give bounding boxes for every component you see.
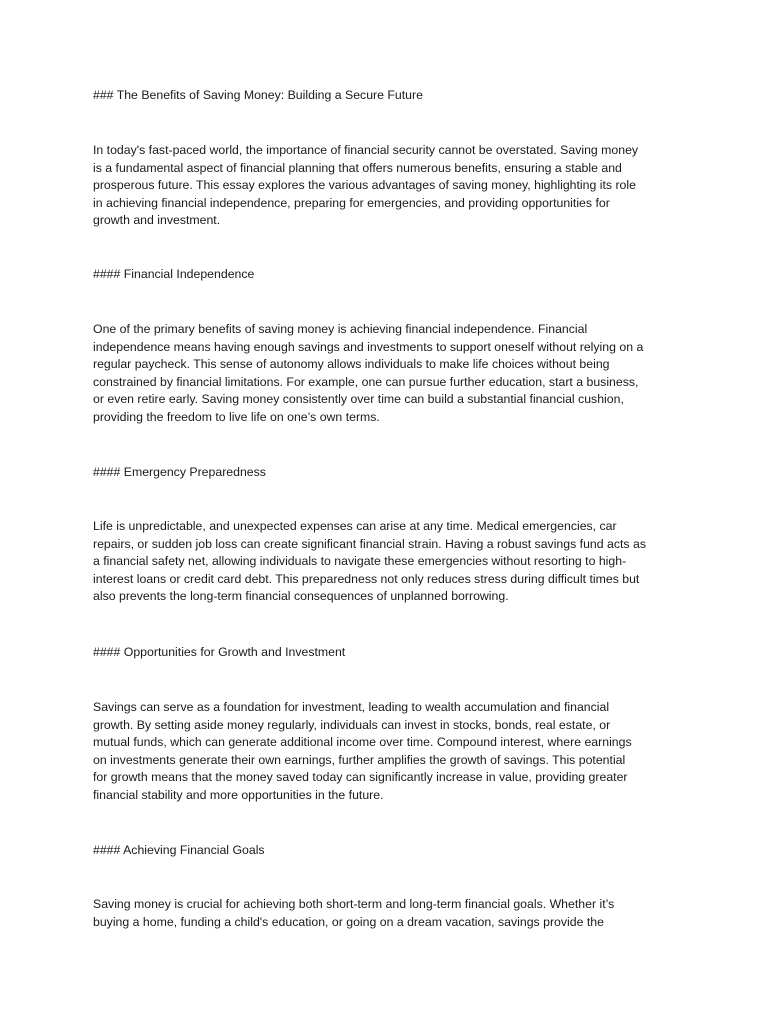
text-line: prosperous future. This essay explores the various advantages of saving money, highlighting its role bbox=[93, 178, 636, 193]
text-line: One of the primary benefits of saving money is achieving financial independence. Financial bbox=[93, 322, 588, 336]
growth-investment-paragraph bbox=[93, 699, 681, 805]
text-line: interest loans or credit card debt. This preparedness not only reduces stress during difficult times but bbox=[93, 571, 640, 586]
section-heading-financial-independence: #### Financial Independence bbox=[93, 267, 255, 281]
text-line: constrained by financial limitations. For example, one can pursue further education, start a business, bbox=[93, 374, 639, 389]
text-line: Life is unpredictable, and unexpected expenses can arise at any time. Medical emergencies, car bbox=[93, 519, 617, 533]
text-line: in achieving financial independence, preparing for emergencies, and providing opportunities for bbox=[93, 195, 610, 210]
text-line: or even retire early. Saving money consistently over time can build a substantial financial cushion, bbox=[93, 392, 624, 407]
text-line: is a fundamental aspect of financial planning that offers numerous benefits, ensuring a stable and bbox=[93, 160, 622, 175]
text-line: on investments generate their own earnings, further amplifies the growth of savings. This potential bbox=[93, 752, 626, 767]
text-line: independence means having enough savings and investments to support oneself without relying on a bbox=[93, 339, 644, 354]
text-line: mutual funds, which can generate additional income over time. Compound interest, where earnings bbox=[93, 735, 632, 750]
text-line: growth. By setting aside money regularly, individuals can invest in stocks, bonds, real estate, or bbox=[93, 717, 611, 732]
text-line: financial stability and more opportunities in the future. bbox=[93, 787, 384, 802]
section-heading-emergency-preparedness: #### Emergency Preparedness bbox=[93, 465, 266, 479]
text-line: for growth means that the money saved today can significantly increase in value, providing greater bbox=[93, 770, 628, 785]
text-line: regular paycheck. This sense of autonomy allows individuals to make life choices without being bbox=[93, 357, 610, 372]
text-line: also prevents the long-term financial consequences of unplanned borrowing. bbox=[93, 589, 509, 604]
text-line: In today's fast-paced world, the importance of financial security cannot be overstated. Saving money bbox=[93, 143, 639, 157]
section-heading-financial-goals: #### Achieving Financial Goals bbox=[93, 843, 265, 857]
text-line: a financial safety net, allowing individuals to navigate these emergencies without resorting to high- bbox=[93, 554, 627, 569]
section-heading-growth-investment: #### Opportunities for Growth and Investment bbox=[93, 645, 346, 659]
financial-independence-paragraph bbox=[93, 321, 681, 427]
text-line: providing the freedom to live life on one’s own terms. bbox=[93, 409, 380, 424]
financial-goals-paragraph bbox=[93, 896, 681, 931]
text-line: Saving money is crucial for achieving both short-term and long-term financial goals. Whether it’s bbox=[93, 897, 615, 911]
document-title: ### The Benefits of Saving Money: Building a Secure Future bbox=[93, 88, 423, 102]
text-line: repairs, or sudden job loss can create significant financial strain. Having a robust savings fund acts as bbox=[93, 536, 646, 551]
text-line: buying a home, funding a child's education, or going on a dream vacation, savings provide the bbox=[93, 914, 604, 929]
text-line: growth and investment. bbox=[93, 213, 221, 228]
emergency-preparedness-paragraph bbox=[93, 518, 681, 606]
intro-paragraph bbox=[93, 142, 681, 230]
text-line: Savings can serve as a foundation for investment, leading to wealth accumulation and financial bbox=[93, 700, 610, 714]
